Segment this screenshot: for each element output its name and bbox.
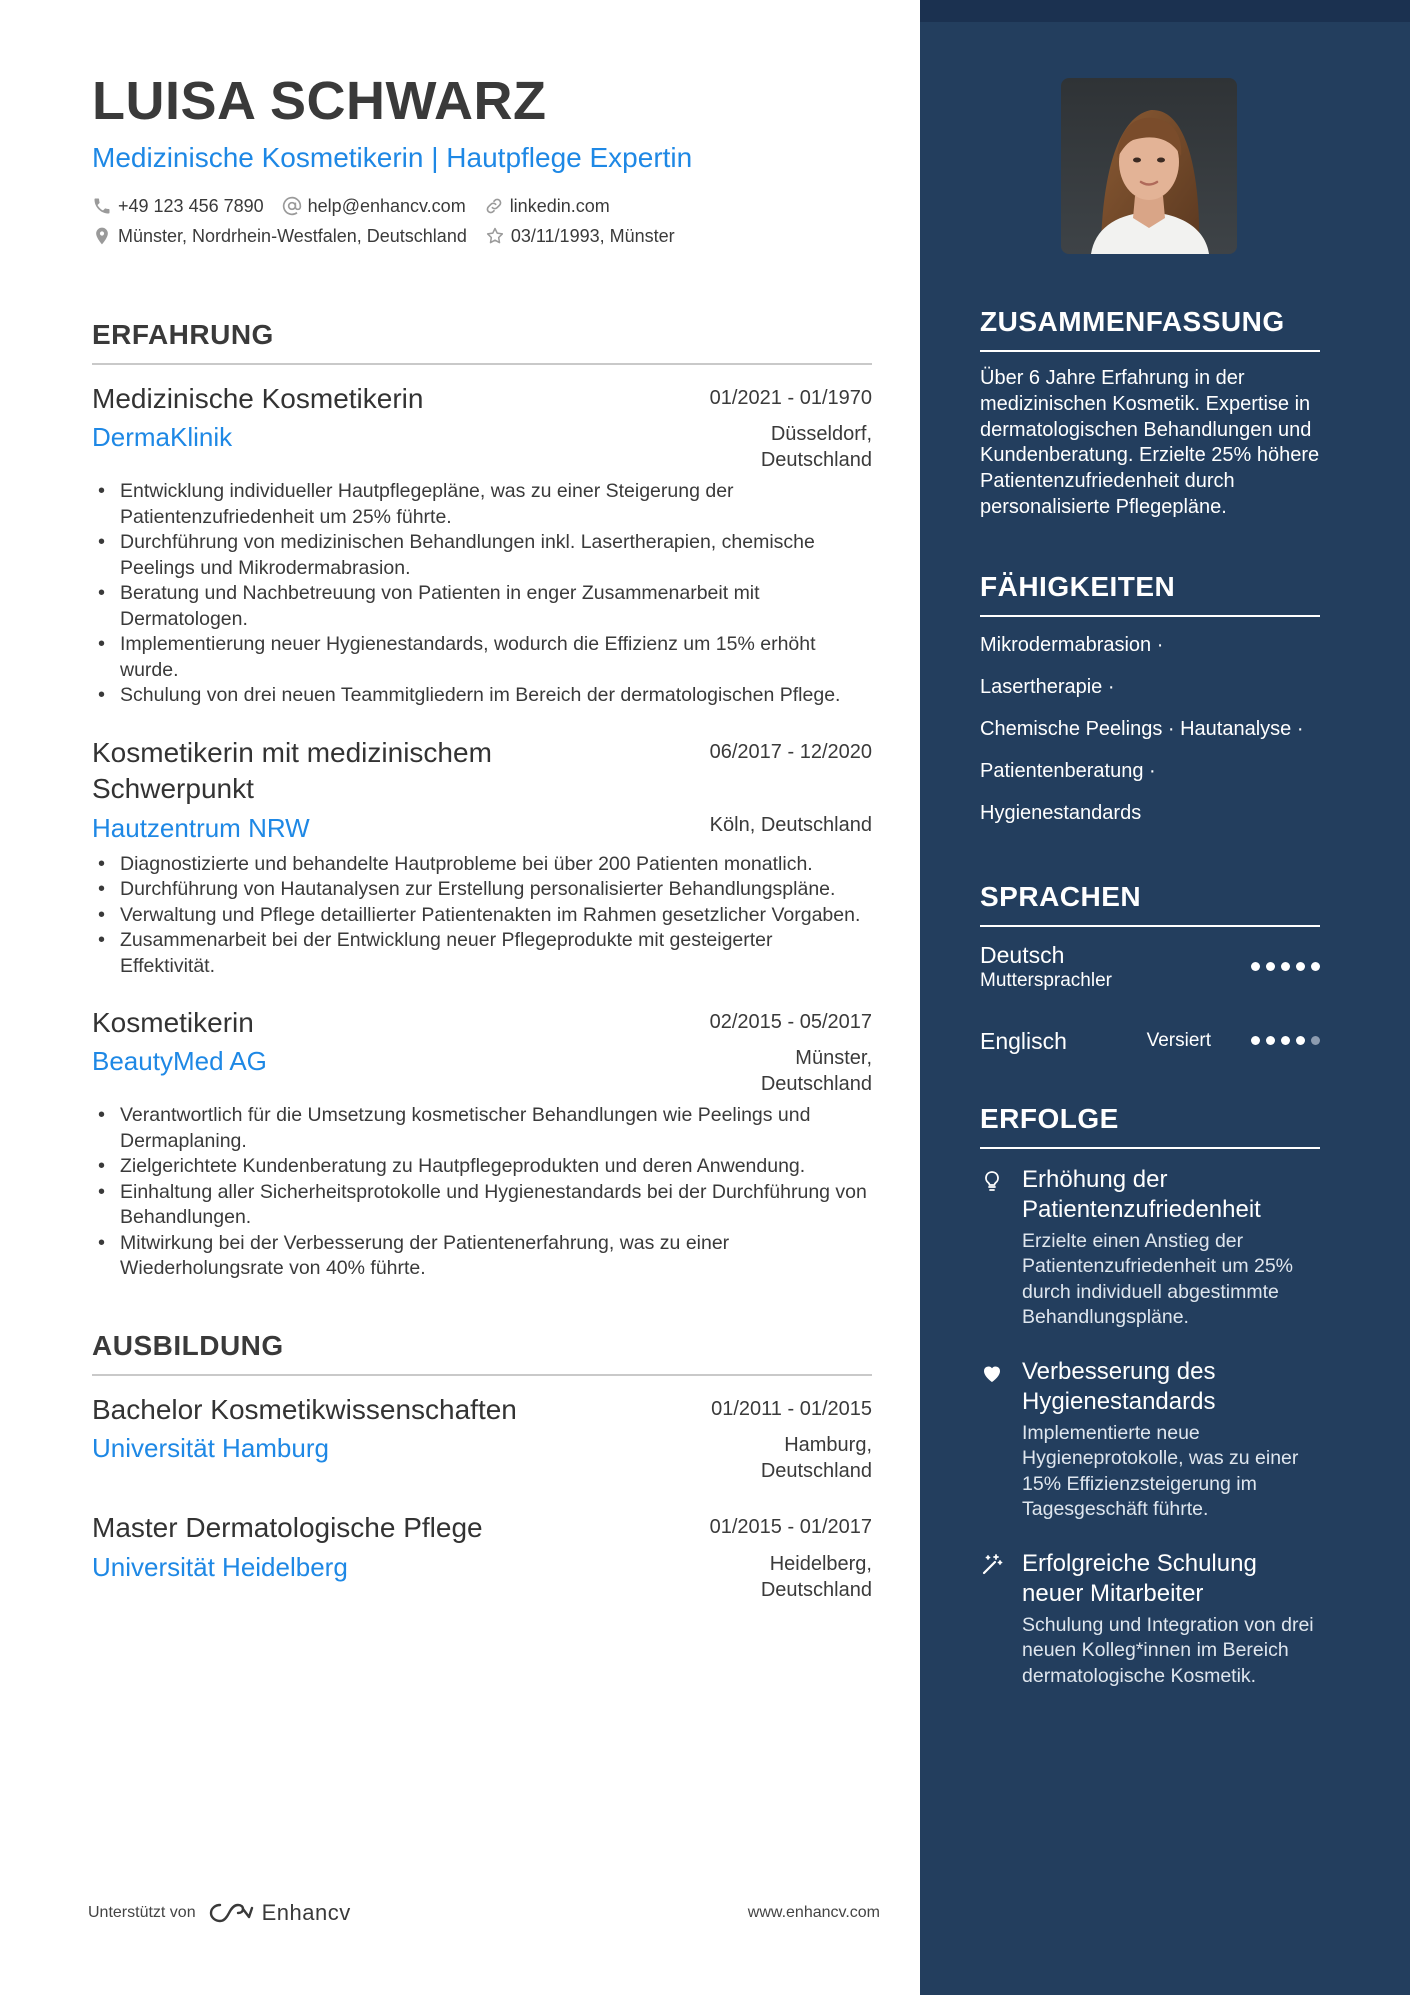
rating-dot-empty [1311,1036,1320,1045]
education-location: Hamburg, Deutschland [760,1434,872,1483]
job-location: Düsseldorf, Deutschland [760,423,872,472]
bullet-item: • Verwaltung und Pflege detaillierter Patientenakten im Rahmen gesetzlicher Vorgaben. [92,903,872,929]
bullet-item: • Zusammenarbeit bei der Entwicklung neuer Pflegeprodukte mit gesteigerter Effektivität. [92,928,872,979]
school-name[interactable]: Universität Hamburg [92,1433,329,1464]
job-title: Kosmetikerin mit medizinischem Schwerpunkt [92,736,492,805]
job-location: Münster, Deutschland [760,1047,872,1096]
bullet-item: • Verantwortlich für die Umsetzung kosmetischer Behandlungen wie Peelings und Dermaplaning. [92,1103,872,1154]
rating-dot-filled [1296,962,1305,971]
experience-entry [92,1005,872,1282]
phone-icon [92,196,112,216]
magic-wand-icon [980,1553,1004,1577]
sidebar [920,0,1410,1995]
experience-entry [92,735,872,979]
language-name: Englisch [980,1027,1067,1054]
job-date: 02/2015 - 05/2017 [709,1011,872,1034]
bullet-item: • Durchführung von Hautanalysen zur Erstellung personalisierter Behandlungspläne. [92,877,872,903]
rating-dot-filled [1281,1036,1290,1045]
bullet-item: • Entwicklung individueller Hautpflegepläne, was zu einer Steigerung der Patientenzufriedenheit um 25% führte. [92,479,872,530]
bullet-item: • Mitwirkung bei der Verbesserung der Patientenerfahrung, was zu einer Wiederholungsrate von 40% führte. [92,1231,872,1282]
enhancv-logo-icon [208,1901,254,1925]
rating-dot-filled [1311,962,1320,971]
achievement-item [980,1549,1320,1690]
achievement-item [980,1357,1320,1523]
profile-photo [1061,78,1237,254]
phone-contact[interactable] [92,196,264,217]
skill-item: Mikrodermabrasion · [980,633,1164,656]
candidate-title: Medizinische Kosmetikerin | Hautpflege Expertin [92,142,693,174]
rating-dot-filled [1296,1036,1305,1045]
email-contact[interactable] [282,196,466,217]
powered-by-label: Unterstützt von [88,1904,196,1921]
rating-dot-filled [1281,962,1290,971]
summary-heading: ZUSAMMENFASSUNG [980,306,1320,352]
job-bullets [92,852,872,980]
heart-icon [980,1361,1004,1385]
candidate-name: LUISA SCHWARZ [92,71,547,131]
job-date: 06/2017 - 12/2020 [709,740,872,763]
bullet-item: • Durchführung von medizinischen Behandlungen inkl. Lasertherapien, chemische Peelings und Mikrodermabrasion. [92,530,872,581]
school-name[interactable]: Universität Heidelberg [92,1551,348,1582]
job-title: Medizinische Kosmetikerin [92,383,424,415]
location-text: Münster, Nordrhein-Westfalen, Deutschland [118,225,467,246]
experience-heading: ERFAHRUNG [92,319,872,365]
job-bullets [92,479,872,709]
language-name: Deutsch [980,941,1065,968]
language-rating [1251,962,1320,971]
footer [88,1900,880,1926]
degree-title: Bachelor Kosmetikwissenschaften [92,1393,517,1425]
achievement-title: Erfolgreiche Schulung neuer Mitarbeiter [1022,1549,1257,1607]
bullet-item: • Schulung von drei neuen Teammitgliedern im Bereich der dermatologischen Pflege. [92,683,872,709]
summary-section [980,306,1320,521]
language-item [980,941,1320,993]
languages-heading: SPRACHEN [980,881,1320,927]
language-item [980,1027,1320,1055]
sidebar-top-bar [920,0,1410,22]
rating-dot-filled [1266,1036,1275,1045]
education-date: 01/2015 - 01/2017 [709,1516,872,1539]
website-text: linkedin.com [509,195,610,216]
skills-heading: FÄHIGKEITEN [980,571,1320,617]
contact-info [92,191,872,251]
bullet-item: • Zielgerichtete Kundenberatung zu Hautpflegeprodukten und deren Anwendung. [92,1154,872,1180]
education-entry [92,1392,872,1484]
job-bullets [92,1103,872,1282]
degree-title: Master Dermatologische Pflege [92,1512,483,1544]
bullet-item: • Einhaltung aller Sicherheitsprotokolle und Hygienestandards bei der Durchführung von Behandlungen. [92,1180,872,1231]
main-column [92,70,872,1603]
achievement-description: Implementierte neue Hygieneprotokolle, was zu einer 15% Effizienzsteigerung im Tagesgeschäft führte. [1022,1421,1299,1521]
birth-contact [485,226,675,247]
skill-item: Lasertherapie · [980,675,1115,698]
bullet-item: • Beratung und Nachbetreuung von Patienten in enger Zusammenarbeit mit Dermatologen. [92,581,872,632]
portrait-image [1061,78,1237,254]
company-name[interactable]: DermaKlinik [92,422,233,453]
location-contact [92,226,467,247]
bullet-item: • Diagnostizierte und behandelte Hautprobleme bei über 200 Patienten monatlich. [92,852,872,878]
rating-dot-filled [1251,962,1260,971]
achievement-title: Verbesserung des Hygienestandards [1022,1357,1216,1415]
phone-text: +49 123 456 7890 [118,195,264,216]
skill-item: Patientenberatung · [980,759,1156,782]
skill-item: Hygienestandards [980,801,1142,824]
education-entry [92,1510,872,1602]
education-heading: AUSBILDUNG [92,1330,872,1376]
company-name[interactable]: BeautyMed AG [92,1046,267,1077]
enhancv-logo[interactable] [208,1900,351,1926]
company-name[interactable]: Hautzentrum NRW [92,812,310,843]
enhancv-brand-text: Enhancv [261,1900,351,1925]
achievement-item [980,1165,1320,1331]
bullet-item: • Implementierung neuer Hygienestandards, wodurch die Effizienz um 15% erhöht wurde. [92,632,872,683]
languages-section [980,881,1320,1055]
rating-dot-filled [1266,962,1275,971]
website-contact[interactable] [484,196,610,217]
footer-url[interactable]: www.enhancv.com [747,1904,880,1921]
email-text: help@enhancv.com [307,195,466,216]
job-location: Köln, Deutschland [709,813,872,836]
job-title: Kosmetikerin [92,1007,254,1039]
experience-entry [92,381,872,709]
location-pin-icon [92,226,112,246]
at-sign-icon [282,196,302,216]
language-level: Versiert [1146,1029,1211,1051]
link-icon [484,196,504,216]
achievement-title: Erhöhung der Patientenzufriedenheit [1022,1165,1261,1223]
education-date: 01/2011 - 01/2015 [711,1397,872,1420]
language-level: Muttersprachler [980,969,1112,991]
skill-item: Chemische Peelings · Hautanalyse · [980,717,1304,740]
achievements-heading: ERFOLGE [980,1103,1320,1149]
summary-text: Über 6 Jahre Erfahrung in der medizinischen Kosmetik. Expertise in dermatologischen Behandlungen und Kundenberatung. Erzielte 25% höhere Patientenzufriedenheit durch personalisierte Pflegepläne. [980,367,1320,518]
language-rating [1251,1036,1320,1045]
rating-dot-filled [1251,1036,1260,1045]
experience-section [92,319,872,1282]
skills-section [980,571,1320,841]
birth-text: 03/11/1993, Münster [510,225,675,246]
education-location: Heidelberg, Deutschland [760,1552,872,1601]
achievement-description: Erzielte einen Anstieg der Patientenzufriedenheit um 25% durch individuell abgestimmte Behandlungspläne. [1022,1229,1294,1329]
achievement-description: Schulung und Integration von drei neuen Kolleg*innen im Bereich dermatologische Kosmetik. [1022,1613,1314,1687]
job-date: 01/2021 - 01/1970 [709,387,872,410]
lightbulb-icon [980,1169,1004,1193]
achievements-section [980,1103,1320,1690]
education-section [92,1330,872,1603]
star-icon [485,226,505,246]
sidebar-content [980,306,1320,1689]
